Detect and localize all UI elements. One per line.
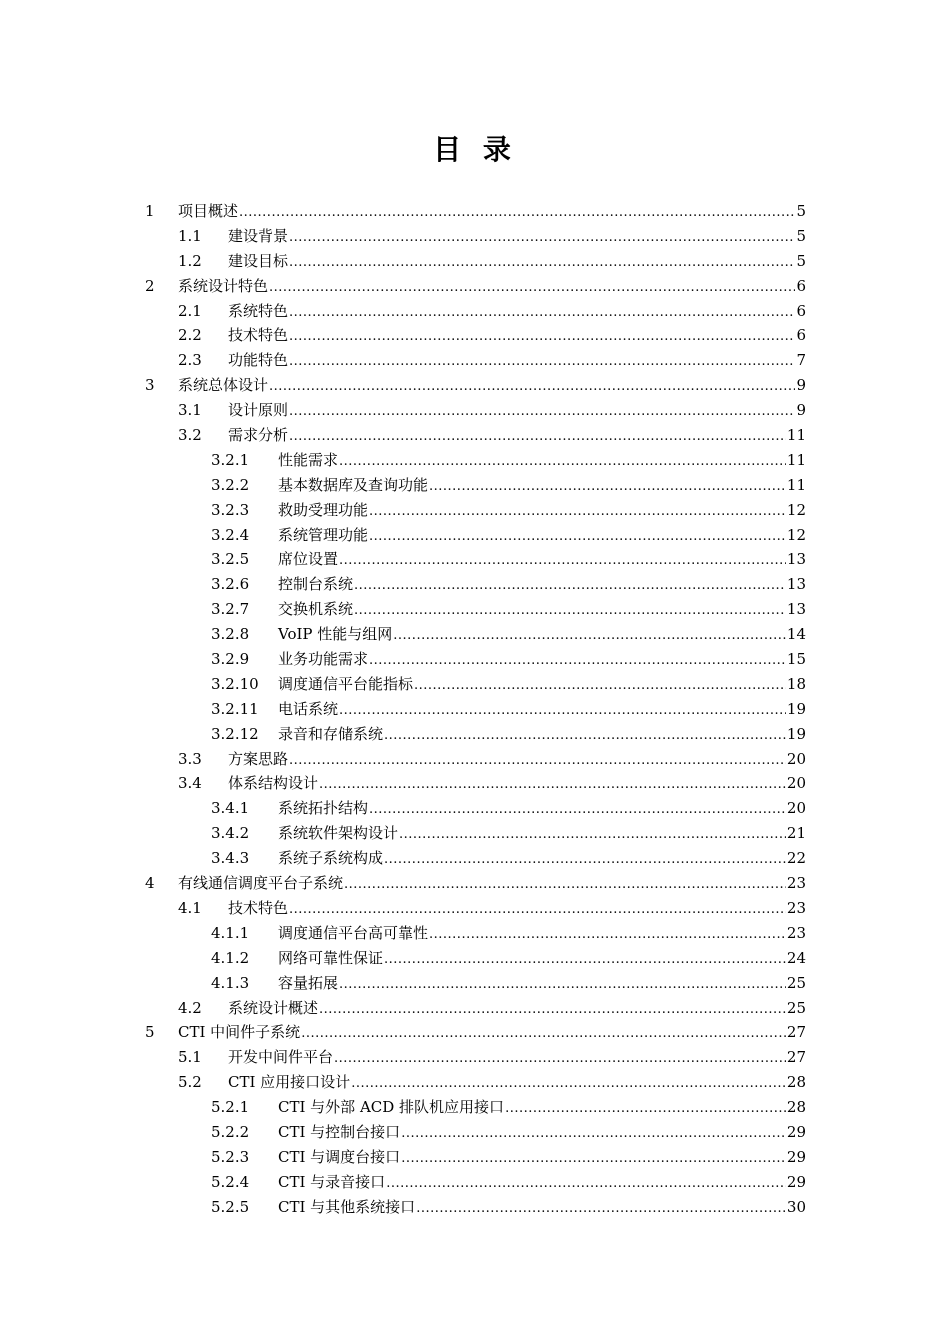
toc-entry-page-number: 9 — [796, 376, 806, 395]
toc-entry-number: 3.3 — [178, 749, 202, 768]
toc-entry-title: 救助受理功能 — [278, 500, 369, 519]
toc-entry[interactable] — [145, 1070, 806, 1095]
toc-dot-leader — [416, 1197, 786, 1222]
toc-dot-leader — [401, 1122, 786, 1147]
toc-dot-leader — [239, 201, 795, 226]
toc-entry-page-number: 25 — [786, 973, 806, 992]
toc-entry[interactable] — [145, 299, 806, 324]
toc-dot-leader — [339, 973, 786, 998]
toc-dot-leader — [319, 998, 786, 1023]
toc-entry-number: 5.2.1 — [211, 1098, 250, 1117]
toc-entry-page-number: 22 — [786, 849, 806, 868]
toc-entry-title: 技术特色 — [228, 326, 289, 345]
toc-entry-page-number: 27 — [786, 1048, 806, 1067]
toc-entry-number: 5.2 — [178, 1073, 202, 1092]
toc-entry-page-number: 9 — [796, 401, 806, 420]
toc-entry-number: 2 — [145, 276, 155, 295]
toc-entry-number: 3.2.11 — [211, 699, 259, 718]
toc-entry[interactable] — [145, 348, 806, 373]
toc-entry-page-number: 6 — [796, 276, 806, 295]
toc-dot-leader — [401, 1147, 786, 1172]
toc-entry-number: 4.1.3 — [211, 973, 250, 992]
toc-entry[interactable] — [145, 722, 806, 747]
toc-entry-number: 3.4.1 — [211, 799, 250, 818]
toc-entry-number: 2.1 — [178, 301, 202, 320]
toc-entry-page-number: 30 — [786, 1197, 806, 1216]
toc-entry-number: 1.2 — [178, 251, 202, 270]
toc-dot-leader — [289, 749, 786, 774]
toc-entry[interactable] — [145, 1120, 806, 1145]
toc-entry-number: 3.2.6 — [211, 575, 250, 594]
toc-entry-title: 系统拓扑结构 — [278, 799, 369, 818]
toc-entry-number: 3.2.8 — [211, 625, 250, 644]
toc-entry-title: 系统特色 — [228, 301, 289, 320]
toc-entry[interactable] — [145, 274, 806, 299]
toc-entry-page-number: 13 — [786, 550, 806, 569]
toc-entry-number: 4.1.2 — [211, 948, 250, 967]
toc-entry-title: 需求分析 — [228, 426, 289, 445]
toc-entry-number: 3.2.12 — [211, 724, 259, 743]
toc-entry-number: 3.4.3 — [211, 849, 250, 868]
toc-dot-leader — [354, 599, 786, 624]
toc-dot-leader — [386, 1172, 786, 1197]
toc-dot-leader — [334, 1047, 786, 1072]
toc-entry[interactable] — [145, 771, 806, 796]
toc-entry-title: 项目概述 — [178, 202, 239, 220]
toc-entry-number: 3.4 — [178, 774, 202, 793]
toc-entry-page-number: 5 — [796, 226, 806, 245]
toc-dot-leader — [339, 450, 786, 475]
toc-dot-leader — [384, 848, 786, 873]
toc-entry-page-number: 11 — [786, 450, 806, 469]
toc-entry-title: VoIP 性能与组网 — [278, 625, 393, 644]
toc-entry-page-number: 29 — [786, 1172, 806, 1191]
toc-entry-title: 基本数据库及查询功能 — [278, 475, 429, 494]
toc-entry-number: 4.1 — [178, 898, 202, 917]
toc-entry-number: 5.2.4 — [211, 1172, 250, 1191]
toc-entry-page-number: 19 — [786, 699, 806, 718]
toc-dot-leader — [269, 375, 795, 400]
toc-entry-title: 控制台系统 — [278, 575, 354, 594]
toc-entry[interactable] — [145, 1145, 806, 1170]
toc-entry[interactable] — [145, 1020, 806, 1045]
toc-list — [145, 199, 806, 1220]
toc-entry-title: 系统总体设计 — [178, 376, 269, 395]
toc-entry-number: 3.2.3 — [211, 500, 250, 519]
toc-entry-page-number: 13 — [786, 575, 806, 594]
toc-dot-leader — [289, 226, 795, 251]
toc-entry[interactable] — [145, 448, 806, 473]
toc-entry-number: 3.2.4 — [211, 525, 250, 544]
toc-entry-page-number: 28 — [786, 1098, 806, 1117]
toc-entry[interactable] — [145, 1170, 806, 1195]
toc-entry-number: 5.2.5 — [211, 1197, 250, 1216]
toc-entry-title: CTI 与录音接口 — [278, 1172, 386, 1191]
toc-entry-number: 5.1 — [178, 1048, 202, 1067]
toc-entry-title: 系统软件架构设计 — [278, 824, 399, 843]
toc-entry-title: 网络可靠性保证 — [278, 948, 384, 967]
toc-dot-leader — [339, 699, 786, 724]
toc-entry-title: CTI 与调度台接口 — [278, 1147, 401, 1166]
toc-entry-title: CTI 中间件子系统 — [178, 1023, 301, 1042]
toc-entry-number: 3.2.9 — [211, 650, 250, 669]
toc-entry-title: 业务功能需求 — [278, 650, 369, 669]
toc-dot-leader — [339, 549, 786, 574]
toc-dot-leader — [354, 574, 786, 599]
toc-dot-leader — [369, 649, 786, 674]
toc-entry[interactable] — [145, 1095, 806, 1120]
toc-dot-leader — [393, 624, 786, 649]
toc-entry-title: 席位设置 — [278, 550, 339, 569]
toc-entry[interactable] — [145, 846, 806, 871]
toc-entry-number: 3.2.7 — [211, 600, 250, 619]
toc-entry[interactable] — [145, 547, 806, 572]
toc-entry[interactable] — [145, 523, 806, 548]
toc-entry[interactable] — [145, 323, 806, 348]
toc-entry-number: 3.4.2 — [211, 824, 250, 843]
toc-entry[interactable] — [145, 1045, 806, 1070]
toc-entry-title: 功能特色 — [228, 351, 289, 370]
toc-entry-title: 技术特色 — [228, 898, 289, 917]
toc-entry[interactable] — [145, 224, 806, 249]
toc-entry-title: 设计原则 — [228, 401, 289, 420]
toc-dot-leader — [384, 948, 786, 973]
toc-entry-title: 系统设计概述 — [228, 998, 319, 1017]
toc-entry[interactable] — [145, 996, 806, 1021]
toc-entry-number: 3.2.10 — [211, 674, 259, 693]
toc-entry-page-number: 20 — [786, 774, 806, 793]
toc-entry-title: 电话系统 — [278, 699, 339, 718]
toc-entry-page-number: 23 — [786, 874, 806, 893]
toc-entry-title: 交换机系统 — [278, 600, 354, 619]
toc-entry-title: 性能需求 — [278, 450, 339, 469]
toc-entry-number: 1 — [145, 202, 155, 220]
toc-dot-leader — [414, 674, 786, 699]
toc-entry-page-number: 25 — [786, 998, 806, 1017]
toc-entry-number: 3.2.2 — [211, 475, 250, 494]
toc-dot-leader — [429, 923, 786, 948]
toc-entry-page-number: 20 — [786, 749, 806, 768]
toc-dot-leader — [289, 325, 795, 350]
toc-dot-leader — [399, 823, 786, 848]
toc-entry-title: 体系结构设计 — [228, 774, 319, 793]
toc-entry-number: 3.2.1 — [211, 450, 250, 469]
toc-entry[interactable] — [145, 747, 806, 772]
toc-dot-leader — [369, 798, 786, 823]
toc-entry-number: 3 — [145, 376, 155, 395]
toc-entry-title: 录音和存储系统 — [278, 724, 384, 743]
toc-entry-page-number: 12 — [786, 525, 806, 544]
toc-entry[interactable] — [145, 622, 806, 647]
toc-entry[interactable] — [145, 498, 806, 523]
toc-entry-page-number: 7 — [796, 351, 806, 370]
toc-entry[interactable] — [145, 821, 806, 846]
toc-entry-page-number: 28 — [786, 1073, 806, 1092]
toc-entry[interactable] — [145, 697, 806, 722]
toc-entry-page-number: 13 — [786, 600, 806, 619]
toc-entry[interactable] — [145, 946, 806, 971]
toc-entry-title: 容量拓展 — [278, 973, 339, 992]
toc-entry-number: 3.2 — [178, 426, 202, 445]
toc-entry-page-number: 11 — [786, 475, 806, 494]
toc-dot-leader — [269, 276, 795, 301]
toc-entry-page-number: 23 — [786, 898, 806, 917]
toc-entry-title: 调度通信平台能指标 — [278, 674, 414, 693]
toc-dot-leader — [344, 873, 786, 898]
toc-entry-page-number: 23 — [786, 923, 806, 942]
toc-dot-leader — [384, 724, 786, 749]
toc-entry-page-number: 27 — [786, 1023, 806, 1042]
toc-entry-page-number: 14 — [786, 625, 806, 644]
toc-entry-title: 系统设计特色 — [178, 276, 269, 295]
toc-entry[interactable] — [145, 896, 806, 921]
toc-entry-number: 2.3 — [178, 351, 202, 370]
toc-entry-number: 5 — [145, 1023, 155, 1042]
toc-entry-number: 2.2 — [178, 326, 202, 345]
toc-dot-leader — [369, 500, 786, 525]
toc-dot-leader — [505, 1097, 786, 1122]
toc-entry-page-number: 6 — [796, 301, 806, 320]
toc-entry-number: 4.2 — [178, 998, 202, 1017]
toc-entry-page-number: 5 — [796, 202, 806, 220]
toc-dot-leader — [289, 350, 795, 375]
toc-dot-leader — [289, 251, 795, 276]
toc-entry-page-number: 29 — [786, 1122, 806, 1141]
toc-entry[interactable] — [145, 672, 806, 697]
toc-entry[interactable] — [145, 971, 806, 996]
toc-entry[interactable] — [145, 796, 806, 821]
toc-entry[interactable] — [145, 398, 806, 423]
toc-dot-leader — [429, 475, 786, 500]
toc-entry-number: 1.1 — [178, 226, 202, 245]
toc-entry-number: 5.2.2 — [211, 1122, 250, 1141]
toc-entry-title: 系统子系统构成 — [278, 849, 384, 868]
toc-dot-leader — [369, 525, 786, 550]
toc-entry-title: CTI 与其他系统接口 — [278, 1197, 416, 1216]
toc-entry-page-number: 12 — [786, 500, 806, 519]
toc-entry[interactable] — [145, 871, 806, 896]
toc-entry-number: 4 — [145, 874, 155, 893]
toc-entry-title: 系统管理功能 — [278, 525, 369, 544]
toc-dot-leader — [351, 1072, 786, 1097]
toc-entry-number: 3.2.5 — [211, 550, 250, 569]
toc-entry-number: 4.1.1 — [211, 923, 250, 942]
toc-entry-title: CTI 与控制台接口 — [278, 1122, 401, 1141]
toc-entry[interactable] — [145, 373, 806, 398]
toc-entry-page-number: 21 — [786, 824, 806, 843]
toc-entry-page-number: 11 — [786, 426, 806, 445]
toc-dot-leader — [289, 400, 795, 425]
toc-entry-page-number: 6 — [796, 326, 806, 345]
toc-entry[interactable] — [145, 572, 806, 597]
toc-entry-number: 5.2.3 — [211, 1147, 250, 1166]
toc-entry[interactable] — [145, 1195, 806, 1220]
toc-entry-title: 建设背景 — [228, 226, 289, 245]
toc-entry-title: 调度通信平台高可靠性 — [278, 923, 429, 942]
toc-entry-title: 开发中间件平台 — [228, 1048, 334, 1067]
toc-entry[interactable] — [145, 473, 806, 498]
toc-dot-leader — [289, 425, 786, 450]
toc-entry-page-number: 5 — [796, 251, 806, 270]
toc-entry-page-number: 18 — [786, 674, 806, 693]
toc-dot-leader — [319, 773, 786, 798]
toc-entry[interactable] — [145, 249, 806, 274]
toc-entry-page-number: 19 — [786, 724, 806, 743]
toc-entry-page-number: 24 — [786, 948, 806, 967]
toc-entry-number: 3.1 — [178, 401, 202, 420]
toc-entry-page-number: 29 — [786, 1147, 806, 1166]
toc-entry-title: CTI 应用接口设计 — [228, 1073, 351, 1092]
toc-entry-title: 有线通信调度平台子系统 — [178, 874, 344, 893]
toc-entry[interactable] — [145, 647, 806, 672]
toc-entry-title: CTI 与外部 ACD 排队机应用接口 — [278, 1098, 505, 1117]
toc-dot-leader — [289, 898, 786, 923]
toc-entry-title: 建设目标 — [228, 251, 289, 270]
toc-entry-title: 方案思路 — [228, 749, 289, 768]
toc-dot-leader — [301, 1022, 786, 1047]
toc-entry-page-number: 15 — [786, 650, 806, 669]
page-title: 目 录 — [433, 133, 517, 166]
toc-entry[interactable] — [145, 199, 806, 224]
toc-entry[interactable] — [145, 597, 806, 622]
toc-entry[interactable] — [145, 423, 806, 448]
toc-entry-page-number: 20 — [786, 799, 806, 818]
toc-dot-leader — [289, 301, 795, 326]
toc-entry[interactable] — [145, 921, 806, 946]
